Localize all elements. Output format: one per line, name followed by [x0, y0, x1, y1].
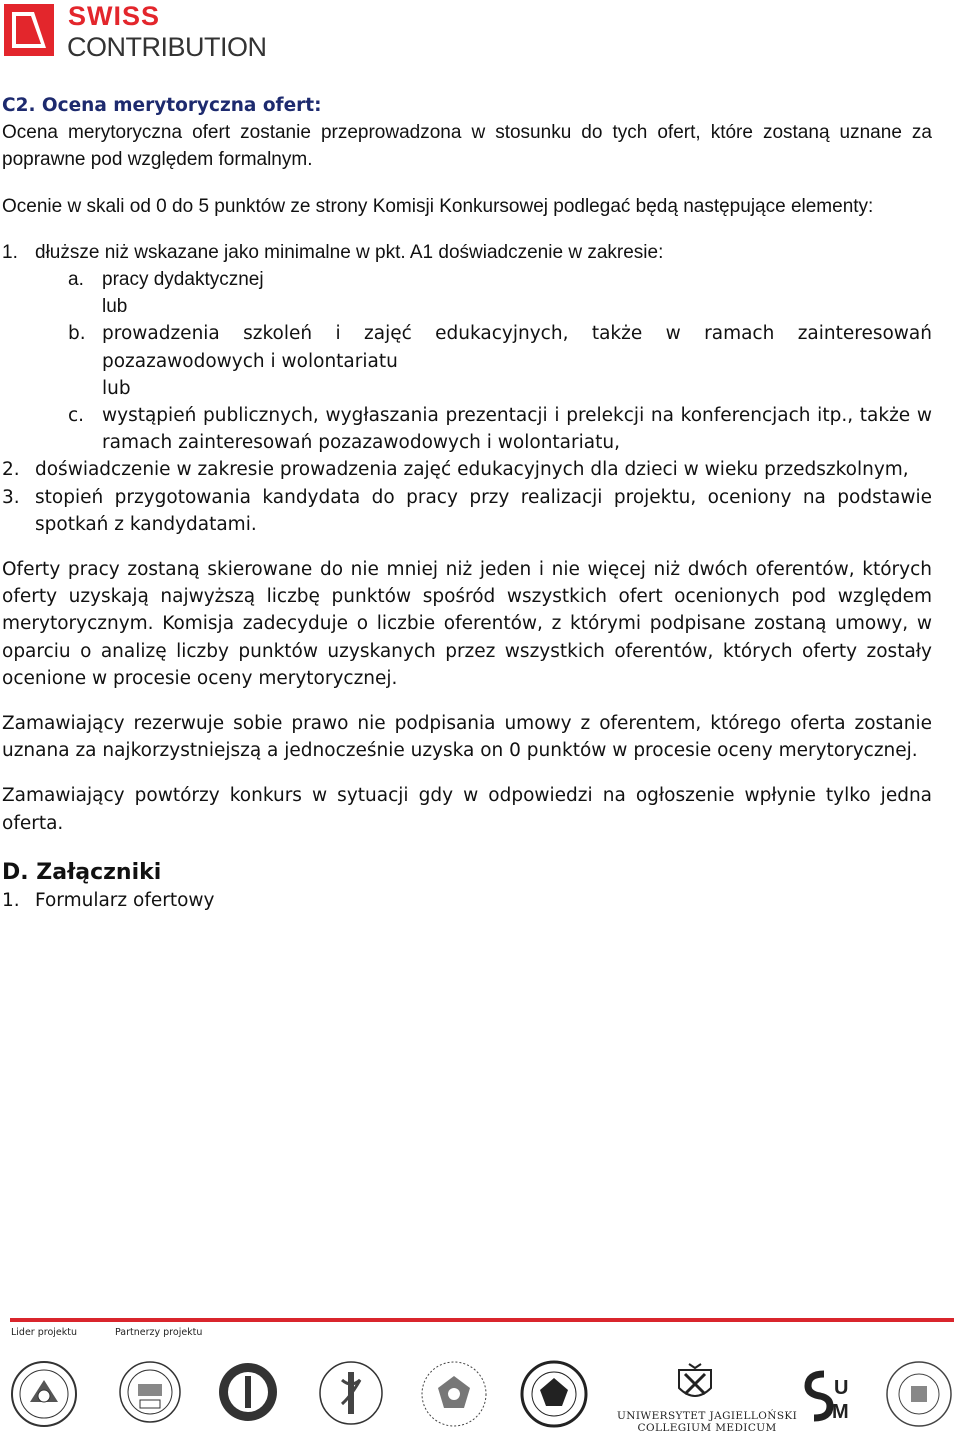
- swiss-cross-logo-icon: [4, 4, 54, 56]
- sub-letter: b.: [68, 323, 86, 345]
- criteria-subitem-a: [68, 266, 932, 293]
- criteria-item-2: [2, 456, 932, 483]
- svg-text:U: U: [834, 1377, 849, 1399]
- logo-text-swiss: SWISS: [68, 1, 161, 31]
- section-c2-title: C2. Ocena merytoryczna ofert:: [2, 95, 322, 116]
- swiss-contribution-logo: [4, 1, 304, 62]
- spacer: [2, 764, 932, 782]
- connector-lub: lub: [102, 377, 131, 399]
- spacer: [2, 692, 932, 710]
- spacer: [2, 538, 932, 556]
- pum-seal-icon: [118, 1360, 182, 1424]
- sub-item-text: prowadzenia szkoleń i zajęć edukacyjnych, także w ramach zainteresowań pozazawodowych i wolontariatu: [102, 323, 932, 372]
- bialystok-seal-icon: [318, 1360, 384, 1426]
- criteria-subitem-b: [68, 320, 932, 374]
- list-item-text: dłuższe niż wskazane jako minimalne w pkt. A1 doświadczenie w zakresie:: [35, 241, 664, 263]
- attachment-item-1: [2, 887, 932, 914]
- paragraph-reserve: Zamawiający rezerwuje sobie prawo nie podpisania umowy z oferentem, którego oferta zostanie uznana za najkorzystniejszą a jednocześnie uzyska on 0 punktów w procesie oceny merytorycznej.: [2, 713, 932, 762]
- sub-letter: a.: [68, 269, 84, 291]
- list-item-text: stopień przygotowania kandydata do pracy przy realizacji projektu, oceniony na podstawie spotkań z kandydatami.: [35, 486, 932, 535]
- list-number: 1.: [2, 241, 18, 263]
- sub-letter: c.: [68, 405, 85, 427]
- paragraph-repeat: Zamawiający powtórzy konkurs w sytuacji gdy w odpowiedzi na ogłoszenie wpłynie tylko jedna oferta.: [2, 785, 932, 834]
- uj-wordmark: [617, 1410, 797, 1434]
- criteria-item-1: [2, 239, 932, 266]
- leader-label: Lider projektu: [11, 1327, 78, 1338]
- footer-divider: [10, 1318, 954, 1322]
- list-number: 2.: [2, 459, 20, 481]
- list-item-text: doświadczenie w zakresie prowadzenia zajęć edukacyjnych dla dzieci w wieku przedszkolnym,: [35, 459, 909, 481]
- opole-seal-icon: [885, 1360, 953, 1428]
- uj-line-1: UNIWERSYTET JAGIELLOŃSKI: [617, 1410, 798, 1422]
- partners-label: Partnerzy projektu: [115, 1327, 203, 1338]
- section-c2-intro: Ocena merytoryczna ofert zostanie przeprowadzona w stosunku do tych ofert, które zostaną uznane za poprawne pod względem formalnym.: [2, 122, 932, 171]
- criteria-list: [2, 239, 932, 538]
- university-seal-icon: [10, 1360, 78, 1428]
- connector-lub: lub: [102, 296, 128, 318]
- uj-emblem-icon: [675, 1362, 715, 1406]
- logo-text-contribution: CONTRIBUTION: [67, 32, 267, 62]
- criteria-subitem-c: [68, 402, 932, 456]
- list-number: 3.: [2, 486, 20, 508]
- sub-item-text: pracy dydaktycznej: [102, 269, 264, 291]
- list-number: 1.: [2, 889, 20, 911]
- sum-logo-icon: [802, 1368, 858, 1424]
- attachment-text: Formularz ofertowy: [35, 889, 215, 911]
- gdansk-seal-icon: [218, 1360, 278, 1424]
- sub-item-text: wystąpień publicznych, wygłaszania prezentacji i prelekcji na konferencjach itp., także w ramach zainteresowań pozazawodowych i wolontariatu,: [102, 405, 932, 454]
- scale-description: Ocenie w skali od 0 do 5 punktów ze strony Komisji Konkursowej podlegać będą następujące elementy:: [2, 195, 874, 217]
- warsaw-seal-icon: [420, 1360, 488, 1428]
- criteria-item-3: [2, 484, 932, 538]
- svg-text:M: M: [832, 1401, 849, 1423]
- spacer: [2, 220, 932, 239]
- document-body: [2, 92, 932, 914]
- paragraph-offers: Oferty pracy zostaną skierowane do nie mniej niż jeden i nie więcej niż dwóch oferentów, których oferty uzyskają najwyższą liczbę punktów spośród wszystkich ofert ocenionych pod względem merytorycznym. Komisja zadecyduje o liczbie oferentów, z którymi podpisane zostaną umowy, w oparciu o analizę liczby punktów uzyskanych przez wszystkich oferentów, których oferty zostały ocenione w procesie oceny merytorycznej.: [2, 559, 932, 689]
- spacer: [2, 174, 932, 193]
- lublin-seal-icon: [520, 1360, 588, 1428]
- section-d-title: D. Załączniki: [2, 859, 162, 885]
- uj-line-2: COLLEGIUM MEDICUM: [637, 1422, 777, 1434]
